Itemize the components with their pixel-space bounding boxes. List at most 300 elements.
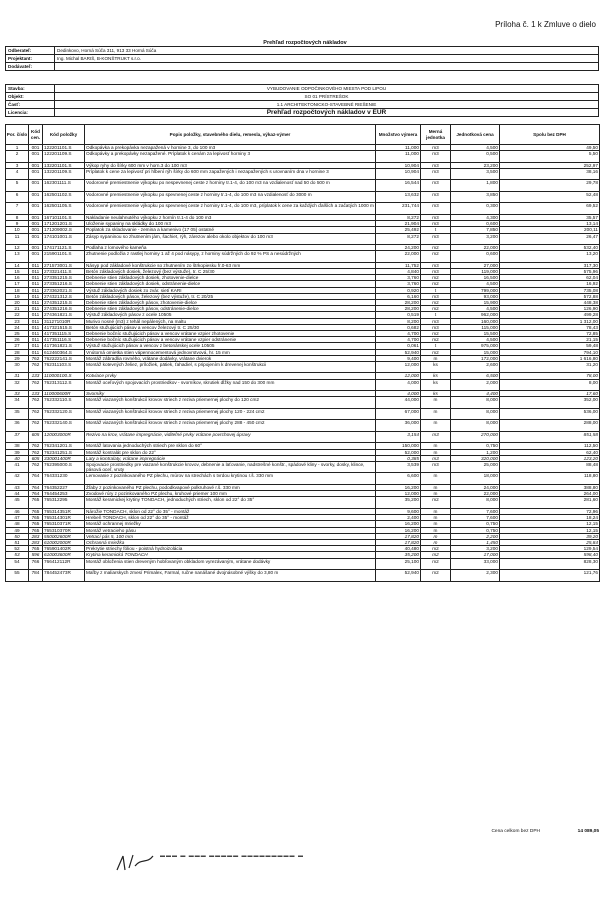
item-code: 765312295 [43, 497, 85, 509]
total-price: 1 312,00 [500, 318, 600, 324]
quantity: 150,000 [376, 443, 421, 449]
row-number: 37 [6, 431, 29, 443]
total-price: 129,54 [500, 546, 600, 552]
unit-price: 25,000 [451, 461, 500, 473]
unit: m3 [421, 262, 451, 268]
total-price: 31,20 [500, 361, 600, 373]
unit-price: 22,000 [451, 245, 500, 251]
unit: m2 [421, 497, 451, 509]
unit: m2 [421, 349, 451, 355]
quantity: 36,000 [376, 420, 421, 432]
total-value: 14 089,05 [577, 829, 599, 834]
table-row [6, 251, 600, 263]
item-description: Rezivo na krov, vrátane impregnácie, viditeľné prvky vrátane povrchovej úpravy [85, 431, 376, 443]
item-code: 762341201.S [43, 443, 85, 449]
price-code: 001 [29, 227, 43, 233]
table-row [6, 570, 600, 582]
item-code: 764352227 [43, 484, 85, 490]
row-number: 55 [6, 570, 29, 582]
row-number: 33 [6, 391, 29, 397]
item-code: 162501105.S [43, 203, 85, 215]
unit-price: 33,000 [451, 558, 500, 570]
quantity: 12,000 [376, 491, 421, 497]
project-value: SO 01 PRÍSTREŠOK [55, 93, 599, 101]
item-code: 762313112.S [43, 379, 85, 391]
total-price: 352,00 [500, 397, 600, 409]
unit-price: 3,200 [451, 233, 500, 245]
total-price: 35,57 [500, 214, 600, 220]
price-code: 011 [29, 318, 43, 324]
project-label: Stavba: [6, 85, 55, 93]
row-number: 29 [6, 355, 29, 361]
table-row [6, 203, 600, 215]
unit: m [421, 420, 451, 432]
parties-table [5, 46, 599, 71]
price-code: 001 [29, 203, 43, 215]
item-description: Montáž viazaných konštrukcií krovov striech z reziva priemernej plochy 288 - 450 cm2 [85, 420, 376, 432]
item-description: Svorníky [85, 391, 376, 397]
unit-price: 15,900 [451, 299, 500, 305]
unit-price: 1,800 [451, 180, 500, 192]
quantity: 21,904 [376, 221, 421, 227]
price-code: 001 [29, 245, 43, 251]
total-price: 72,85 [500, 330, 600, 336]
unit-price: 3,500 [451, 168, 500, 180]
item-code: 132201101.S [43, 162, 85, 168]
unit: m [421, 397, 451, 409]
row-number: 48 [6, 521, 29, 527]
unit-price: 2,000 [451, 379, 500, 391]
unit-price: 22,000 [451, 491, 500, 497]
item-code: 610003600R [43, 552, 85, 558]
quantity: 9,400 [376, 355, 421, 361]
price-code: 001 [29, 214, 43, 220]
quantity: 0,682 [376, 324, 421, 330]
price-code: 011 [29, 330, 43, 336]
price-code: 765 [29, 546, 43, 552]
table-row [6, 361, 600, 373]
unit: m2 [421, 245, 451, 251]
party-row [6, 55, 599, 63]
item-description: Vnútorná omietka stien vápennocementová jednovrstvová, hr. 15 mm [85, 349, 376, 355]
unit: m [421, 473, 451, 485]
price-code: 133 [29, 391, 43, 397]
header-merna: Merná jednotka [421, 125, 451, 145]
total-price: 12,15 [500, 527, 600, 533]
price-code: 762 [29, 355, 43, 361]
price-code: 762 [29, 449, 43, 455]
item-code: 122201109.S [43, 151, 85, 163]
unit: m3 [421, 324, 451, 330]
table-row [6, 431, 600, 443]
quantity: 44,000 [376, 397, 421, 409]
row-number: 43 [6, 484, 29, 490]
table-row [6, 473, 600, 485]
price-code: 011 [29, 262, 43, 268]
item-description: Zásyp sypaninou so zhutnením jám, šachiet, rýh, zárezov alebo okolo objektov do 100 m3 [85, 233, 376, 245]
item-description: Podlaha z lomového kameňa [85, 245, 376, 251]
row-number: 20 [6, 299, 29, 305]
row-number: 16 [6, 275, 29, 281]
quantity: 35,200 [376, 552, 421, 558]
quantity: 52,940 [376, 349, 421, 355]
row-number: 41 [6, 461, 29, 473]
party-row [6, 63, 599, 71]
item-description: Vodorovné premiestnenie výkopku po spevnenej ceste z horniny tr.1-4, do 100 m3 na vzdialenosť do 3000 m [85, 191, 376, 203]
item-description: Lemovanie z pozinkovaného PZ plechu, múrov na strechách s tvrdou krytinou r.š. 330 mm [85, 473, 376, 485]
unit-price: 3,850 [451, 191, 500, 203]
item-description: Príplatok k cene za lepivosť pri hĺbení rýh šírky do 600 mm zapažených i nezapažených s urovnaním dna v hornine 3 [85, 168, 376, 180]
total-price: 252,97 [500, 162, 600, 168]
project-value: 1.1 ARCHITEKTONICKO-STAVEBNÉ RIEŠENIE [55, 101, 599, 109]
item-code: 762311103.S [43, 361, 85, 373]
quantity: 16,200 [376, 527, 421, 533]
unit-price: 7,600 [451, 508, 500, 514]
price-code: 001 [29, 180, 43, 192]
total-price: 62,04 [500, 275, 600, 281]
project-row [6, 109, 599, 117]
unit: m [421, 508, 451, 514]
unit-price: 93,000 [451, 293, 500, 299]
total-price: 598,40 [500, 552, 600, 558]
price-code: 283 [29, 539, 43, 545]
unit: m3 [421, 191, 451, 203]
party-label: Dodávateľ: [6, 63, 55, 71]
unit-price: 24,000 [451, 484, 500, 490]
item-code: 274361821.S [43, 312, 85, 318]
item-description: Vodorovné premiestnenie výkopku po spevnenej ceste z horniny tr.1-4, do 100 m3, príplatok k cene za každých ďalších a začatých 1000 m [85, 203, 376, 215]
item-description: Debnenie bočníc stužujúcich pásov a vencov vrátane vzpier zhotovenie [85, 330, 376, 336]
row-number: 42 [6, 473, 29, 485]
unit-price: 7,600 [451, 515, 500, 521]
unit-price: 6,500 [451, 373, 500, 379]
item-description: Debnenie stien základových dosiek, zhotovenie-dielce [85, 275, 376, 281]
item-code: 762332110.S [43, 397, 85, 409]
unit-price: 15,000 [451, 349, 500, 355]
table-row [6, 397, 600, 409]
unit-price: 17,000 [451, 552, 500, 558]
total-price: 38,16 [500, 168, 600, 180]
quantity: 11,000 [376, 145, 421, 151]
row-number: 45 [6, 497, 29, 509]
quantity: 4,700 [376, 330, 421, 336]
quantity: 22,000 [376, 251, 421, 263]
quantity: 10,904 [376, 162, 421, 168]
item-code: 762222141.S [43, 355, 85, 361]
item-code: 132201109.S [43, 168, 85, 180]
header-popis: Popis položky, stavebného dielu, remesla, výkaz-výmer [85, 125, 376, 145]
unit: m3 [421, 162, 451, 168]
row-number: 50 [6, 533, 29, 539]
budget-items-table [5, 124, 600, 582]
price-code: 762 [29, 379, 43, 391]
unit-price: 1,450 [451, 539, 500, 545]
unit: m [421, 443, 451, 449]
item-description: Debnenie stien základových pásov, zhotovenie-dielce [85, 299, 376, 305]
item-description: Murivo nosné (m3) z tehál nepálených, na maltu [85, 318, 376, 324]
item-code: 610002000R [43, 539, 85, 545]
total-price: 123,20 [500, 455, 600, 461]
quantity: 16,200 [376, 484, 421, 490]
total-price: 21,15 [500, 337, 600, 343]
unit-price: 320,000 [451, 455, 500, 461]
unit-price: 1,200 [451, 449, 500, 455]
quantity: 4,000 [376, 379, 421, 391]
item-description: Ochranná mriežka [85, 539, 376, 545]
row-number: 13 [6, 251, 29, 263]
quantity: 52,000 [376, 449, 421, 455]
row-number: 34 [6, 397, 29, 409]
item-code: 762341251.S [43, 449, 85, 455]
row-number: 1 [6, 145, 29, 151]
price-code: 605 [29, 431, 43, 443]
quantity: 0,519 [376, 312, 421, 318]
item-description: Hrebeň TONDACH, sklon od 22° do 35° - montáž [85, 515, 376, 521]
unit: m2 [421, 570, 451, 582]
item-code: 765314301R [43, 515, 85, 521]
row-number: 39 [6, 449, 29, 455]
quantity: 11,000 [376, 151, 421, 163]
item-code: 784452473R [43, 570, 85, 582]
item-code: 762332120.S [43, 408, 85, 420]
item-code: 171209002.S [43, 227, 85, 233]
quantity: 12,000 [376, 373, 421, 379]
unit-price: 0,300 [451, 203, 500, 215]
party-value [55, 63, 599, 71]
table-row [6, 180, 600, 192]
price-code: 762 [29, 420, 43, 432]
quantity: 28,200 [376, 306, 421, 312]
item-description: Kotviace prvky [85, 373, 376, 379]
item-code: 612460364.S [43, 349, 85, 355]
row-number: 49 [6, 527, 29, 533]
unit-price: 0,600 [451, 221, 500, 227]
item-code: 311271010R [43, 318, 85, 324]
unit: m3 [421, 233, 451, 245]
row-number: 35 [6, 408, 29, 420]
total-price: 59,48 [500, 343, 600, 349]
unit: m2 [421, 330, 451, 336]
price-code: 011 [29, 281, 43, 287]
total-price: 12,15 [500, 521, 600, 527]
unit-price: 0,750 [451, 443, 500, 449]
quantity: 25,100 [376, 558, 421, 570]
unit-price: 16,500 [451, 275, 500, 281]
table-row [6, 168, 600, 180]
unit-price: 2,600 [451, 361, 500, 373]
signature [115, 852, 157, 874]
item-description: Debnenie stien základových pásov, odstránenie-dielce [85, 306, 376, 312]
quantity: 9,600 [376, 508, 421, 514]
unit: m [421, 491, 451, 497]
item-description: Debnenie stien základových dosiek, odstránenie-dielce [85, 281, 376, 287]
price-code: 283 [29, 533, 43, 539]
quantity: 40,480 [376, 546, 421, 552]
total-price: 18,24 [500, 515, 600, 521]
price-code: 133 [29, 373, 43, 379]
item-description: Montáž kontralát pre sklon do 22° [85, 449, 376, 455]
table-row [6, 151, 600, 163]
total-price: 448,38 [500, 299, 600, 305]
unit-price: 975,000 [451, 343, 500, 349]
unit: m3 [421, 168, 451, 180]
price-code: 762 [29, 461, 43, 473]
unit: m2 [421, 546, 451, 552]
row-number: 36 [6, 420, 29, 432]
item-code: 110000600R [43, 391, 85, 397]
unit-price: 172,000 [451, 355, 500, 361]
unit-price: 27,000 [451, 262, 500, 268]
item-code: 764331230 [43, 473, 85, 485]
total-price: 69,52 [500, 203, 600, 215]
price-code: 001 [29, 251, 43, 263]
price-code: 011 [29, 306, 43, 312]
price-code: 001 [29, 145, 43, 151]
project-row [6, 85, 599, 93]
item-description: Výkop ryhy do šírky 600 mm v horn.3 do 100 m3 [85, 162, 376, 168]
unit: m3 [421, 455, 451, 461]
unit-price: 0,750 [451, 527, 500, 533]
price-code: 762 [29, 361, 43, 373]
price-code: 764 [29, 473, 43, 485]
price-code: 766 [29, 558, 43, 570]
quantity: 12,000 [376, 361, 421, 373]
unit: m3 [421, 145, 451, 151]
unit: m2 [421, 299, 451, 305]
price-code: 011 [29, 343, 43, 349]
total-price: 499,28 [500, 312, 600, 318]
total-price: 25,84 [500, 539, 600, 545]
item-code: 417351116.S [43, 337, 85, 343]
unit: m3 [421, 318, 451, 324]
item-code: 162301111.S [43, 180, 85, 192]
header-spolu: Spolu bez DPH [500, 125, 600, 145]
item-code: 273362021.S [43, 287, 85, 293]
quantity: 3,760 [376, 275, 421, 281]
quantity: 8,200 [376, 318, 421, 324]
unit: m2 [421, 281, 451, 287]
price-code: 001 [29, 221, 43, 227]
price-code: 762 [29, 408, 43, 420]
item-description: Maľby z maliarskych zmesí Primalex, Farmal, ručne nanášané dvojnásobné výšky do 3,80 m [85, 570, 376, 582]
unit: m [421, 527, 451, 533]
party-value: Ing. Michal BARIŠ, B-KONŠTRUKT s.r.o. [55, 55, 599, 63]
price-code: 764 [29, 491, 43, 497]
unit-price: 15,500 [451, 330, 500, 336]
row-number: 54 [6, 558, 29, 570]
item-code: 174101001.S [43, 233, 85, 245]
quantity: 4,700 [376, 337, 421, 343]
total-price: 88,48 [500, 461, 600, 473]
unit: t [421, 287, 451, 293]
total-label: Cena celkom bez DPH [491, 829, 540, 834]
quantity: 8,272 [376, 233, 421, 245]
price-code: 001 [29, 191, 43, 203]
unit: m2 [421, 306, 451, 312]
quantity: 0,920 [376, 287, 421, 293]
unit-price: 2,300 [451, 570, 500, 582]
unit-price: 0,500 [451, 151, 500, 163]
unit-price: 0,750 [451, 521, 500, 527]
price-code: 001 [29, 162, 43, 168]
price-code: 762 [29, 397, 43, 409]
item-code: 174171121.S [43, 245, 85, 251]
row-number: 30 [6, 361, 29, 373]
unit: m3 [421, 293, 451, 299]
item-description: Odkopávky a prekopávky nezapažené. Príplatok k cenám za lepivosť horniny 3 [85, 151, 376, 163]
row-number: 10 [6, 227, 29, 233]
row-number: 25 [6, 330, 29, 336]
total-price: 794,10 [500, 349, 600, 355]
item-code: 215901101.S [43, 251, 85, 263]
total-price: 118,80 [500, 473, 600, 485]
total-price: 8,00 [500, 379, 600, 391]
total-price: 572,88 [500, 293, 600, 299]
row-number: 11 [6, 233, 29, 245]
item-description: Betón základových pásov, železový (bez výstuže), tr. C 20/25 [85, 293, 376, 299]
project-label: Objekt: [6, 93, 55, 101]
item-description: Poplatok za skladovanie - zemina a kamenivo (17 05) ostatné [85, 227, 376, 233]
price-code: 764 [29, 484, 43, 490]
item-description: Výstuž stužujúcich pásov a vencov z betonárskej ocele 10505 [85, 343, 376, 349]
quantity: 231,744 [376, 203, 421, 215]
item-description: Vetrací pás 5, 100 mm [85, 533, 376, 539]
unit-price: 18,000 [451, 473, 500, 485]
item-description: Betón základových dosiek, železový (bez výstuže), tr. C 25/30 [85, 268, 376, 274]
item-description: Zvodové rúry z pozinkovaného PZ plechu, kruhové priemer 100 mm [85, 491, 376, 497]
price-code: 011 [29, 349, 43, 355]
header-kod-cen: Kód cen. [29, 125, 43, 145]
total-price: 532,40 [500, 245, 600, 251]
item-code: 330001400R [43, 455, 85, 461]
header-mnozstvo: Množstvo výmera [376, 125, 421, 145]
party-row [6, 47, 599, 55]
row-number: 5 [6, 180, 29, 192]
unit: t [421, 343, 451, 349]
item-code: 417361821.S [43, 343, 85, 349]
party-value: Dedinkovo, Horná Súča 311, 913 33 Horná Súča [55, 47, 599, 55]
quantity: 2,400 [376, 515, 421, 521]
row-number: 28 [6, 349, 29, 355]
item-description: Násyp pod základové konštrukcie so zhutnením zo štrkopiesku fr.0-63 mm [85, 262, 376, 268]
row-number: 7 [6, 203, 29, 215]
item-description: Uloženie sypaniny na skládky do 100 m3 [85, 221, 376, 227]
row-number: 22 [6, 312, 29, 318]
item-description: Montáž ochrannej mriežky [85, 521, 376, 527]
unit: m [421, 539, 451, 545]
project-value: Prehľad rozpočtových nákladov v EUR [55, 109, 599, 117]
unit: m [421, 449, 451, 455]
table-row [6, 191, 600, 203]
row-number: 18 [6, 287, 29, 293]
unit-price: 4,500 [451, 337, 500, 343]
total-price: 78,00 [500, 373, 600, 379]
row-number: 21 [6, 306, 29, 312]
item-code: 764454253 [43, 491, 85, 497]
item-code: 765310370R [43, 527, 85, 533]
item-description: Prekrytie striechy fóliou - poistná hydroizolácia [85, 546, 376, 552]
table-body [6, 145, 600, 582]
row-number: 4 [6, 168, 29, 180]
header-por: Por. číslo [6, 125, 29, 145]
unit-price: 3,200 [451, 546, 500, 552]
stamp-text: ▬▬▬ ▬ ▬▬▬ ▬▬▬▬▬ ▬▬▬▬▬▬▬▬▬ ▬ [160, 853, 304, 859]
price-code: 596 [29, 552, 43, 558]
unit: m3 [421, 431, 451, 443]
quantity: 13,632 [376, 191, 421, 203]
quantity: 6,600 [376, 473, 421, 485]
unit: m2 [421, 275, 451, 281]
